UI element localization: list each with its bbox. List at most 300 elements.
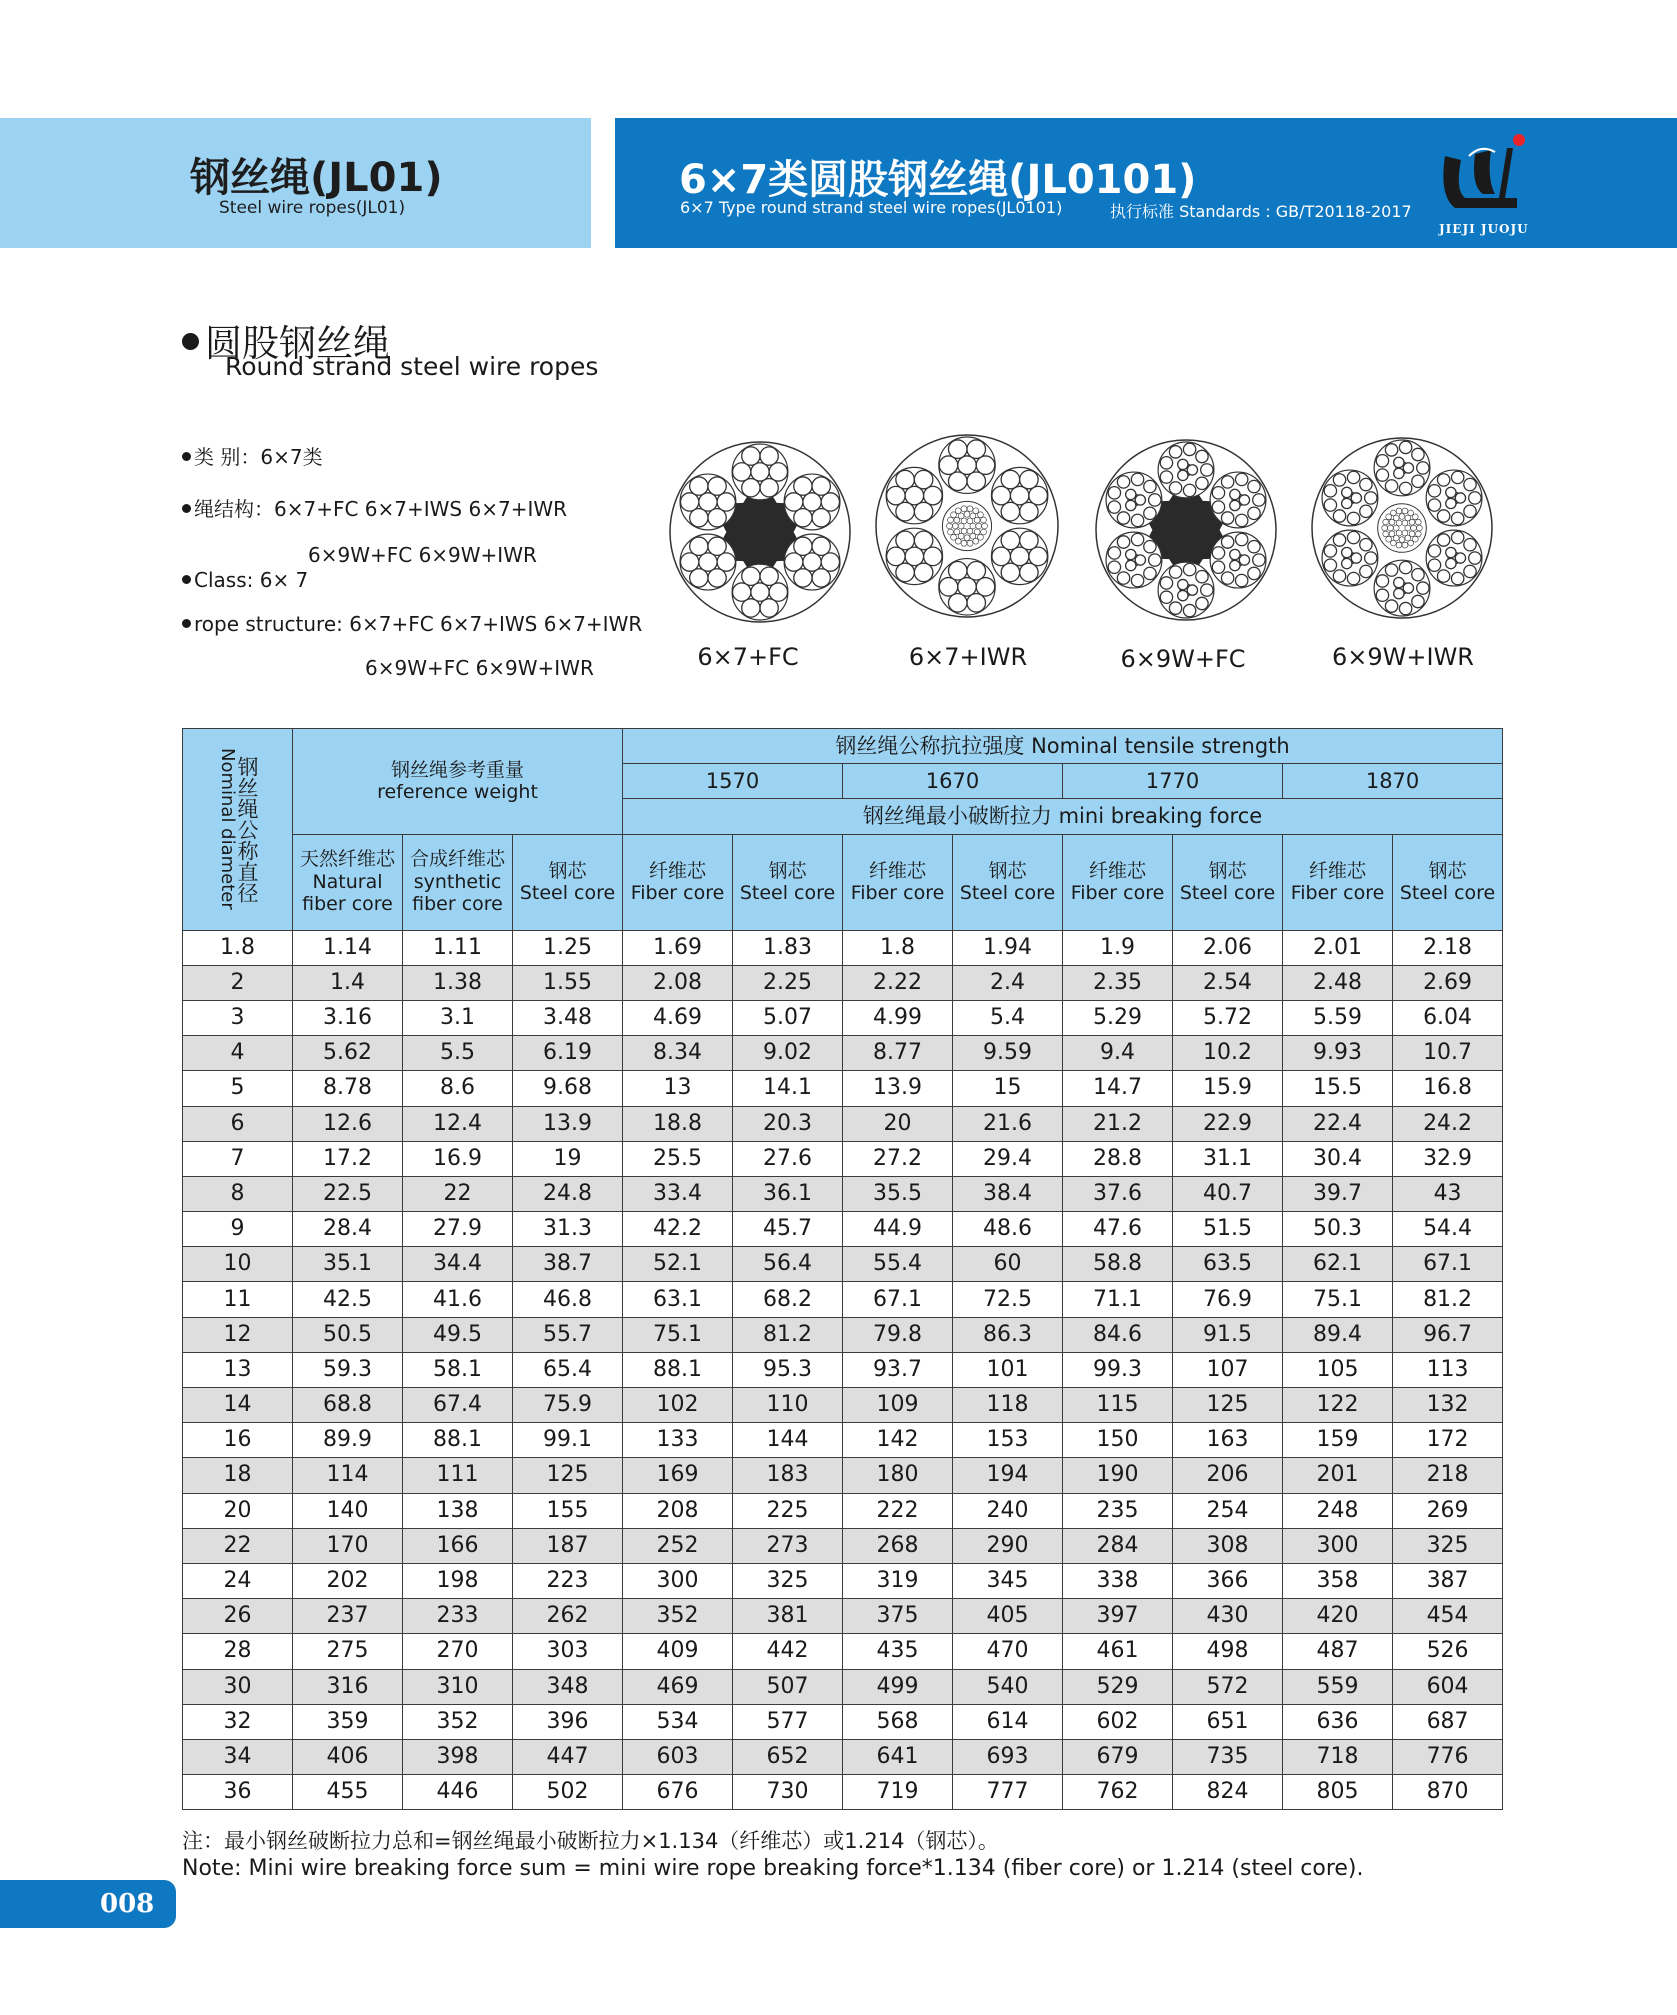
value-cell: 166 [403, 1528, 513, 1563]
value-cell: 45.7 [733, 1212, 843, 1247]
value-cell: 12.6 [293, 1106, 403, 1141]
value-cell: 190 [1063, 1458, 1173, 1493]
value-cell: 63.5 [1173, 1247, 1283, 1282]
weight-subheader: 天然纤维芯 Natural fiber core [293, 834, 403, 930]
value-cell: 138 [403, 1493, 513, 1528]
value-cell: 16.9 [403, 1141, 513, 1176]
value-cell: 19 [513, 1141, 623, 1176]
brand-logo [1425, 126, 1535, 241]
diameter-cell: 2 [183, 965, 293, 1000]
value-cell: 42.5 [293, 1282, 403, 1317]
value-cell: 105 [1283, 1352, 1393, 1387]
value-cell: 526 [1393, 1634, 1503, 1669]
value-cell: 43 [1393, 1176, 1503, 1211]
header-right-banner [615, 118, 1677, 248]
value-cell: 14.7 [1063, 1071, 1173, 1106]
value-cell: 206 [1173, 1458, 1283, 1493]
value-cell: 5.29 [1063, 1000, 1173, 1035]
value-cell: 252 [623, 1528, 733, 1563]
value-cell: 269 [1393, 1493, 1503, 1528]
value-cell: 22.5 [293, 1176, 403, 1211]
value-cell: 325 [1393, 1528, 1503, 1563]
value-cell: 345 [953, 1563, 1063, 1598]
value-cell: 9.02 [733, 1036, 843, 1071]
value-cell: 32.9 [1393, 1141, 1503, 1176]
bullet-icon [182, 575, 191, 584]
reference-weight-header: 钢丝绳参考重量 reference weight [293, 729, 623, 835]
value-cell: 48.6 [953, 1212, 1063, 1247]
value-cell: 17.2 [293, 1141, 403, 1176]
diameter-cell: 12 [183, 1317, 293, 1352]
section-subtitle: Round strand steel wire ropes [225, 352, 599, 381]
value-cell: 18.8 [623, 1106, 733, 1141]
value-cell: 396 [513, 1704, 623, 1739]
value-cell: 15.5 [1283, 1071, 1393, 1106]
value-cell: 572 [1173, 1669, 1283, 1704]
value-cell: 325 [733, 1563, 843, 1598]
value-cell: 308 [1173, 1528, 1283, 1563]
grade-header: 1570 [623, 764, 843, 799]
value-cell: 194 [953, 1458, 1063, 1493]
diameter-cell: 6 [183, 1106, 293, 1141]
value-cell: 2.18 [1393, 930, 1503, 965]
value-cell: 44.9 [843, 1212, 953, 1247]
spec-class-cn: 类 别：6×7类 [182, 441, 323, 470]
tensile-strength-header: 钢丝绳公称抗拉强度 Nominal tensile strength [623, 729, 1503, 764]
value-cell: 81.2 [1393, 1282, 1503, 1317]
value-cell: 1.8 [843, 930, 953, 965]
diameter-cell: 13 [183, 1352, 293, 1387]
breaking-force-header: 钢丝绳最小破断拉力 mini breaking force [623, 799, 1503, 834]
value-cell: 75.9 [513, 1388, 623, 1423]
value-cell: 144 [733, 1423, 843, 1458]
value-cell: 3.16 [293, 1000, 403, 1035]
value-cell: 3.1 [403, 1000, 513, 1035]
value-cell: 470 [953, 1634, 1063, 1669]
header-right-title: 6×7类圆股钢丝绳(JL0101) [679, 157, 1197, 203]
diagram-caption: 6×9W+FC [1120, 645, 1246, 673]
value-cell: 37.6 [1063, 1176, 1173, 1211]
value-cell: 352 [623, 1599, 733, 1634]
value-cell: 125 [513, 1458, 623, 1493]
value-cell: 275 [293, 1634, 403, 1669]
value-cell: 15.9 [1173, 1071, 1283, 1106]
diameter-cell: 10 [183, 1247, 293, 1282]
value-cell: 31.1 [1173, 1141, 1283, 1176]
value-cell: 225 [733, 1493, 843, 1528]
value-cell: 8.78 [293, 1071, 403, 1106]
value-cell: 375 [843, 1599, 953, 1634]
value-cell: 397 [1063, 1599, 1173, 1634]
value-cell: 270 [403, 1634, 513, 1669]
value-cell: 273 [733, 1528, 843, 1563]
value-cell: 187 [513, 1528, 623, 1563]
note-en: Note: Mini wire breaking force sum = mini wire rope breaking force*1.134 (fiber core) or 1.214 (steel core). [182, 1856, 1364, 1881]
value-cell: 40.7 [1173, 1176, 1283, 1211]
value-cell: 2.22 [843, 965, 953, 1000]
table-row [183, 1739, 1503, 1774]
value-cell: 1.11 [403, 930, 513, 965]
value-cell: 180 [843, 1458, 953, 1493]
value-cell: 63.1 [623, 1282, 733, 1317]
grade-header: 1870 [1283, 764, 1503, 799]
value-cell: 67.1 [1393, 1247, 1503, 1282]
value-cell: 5.5 [403, 1036, 513, 1071]
header-left-title: 钢丝绳(JL01) [190, 155, 443, 201]
value-cell: 75.1 [623, 1317, 733, 1352]
value-cell: 88.1 [403, 1423, 513, 1458]
value-cell: 93.7 [843, 1352, 953, 1387]
table-row [183, 1352, 1503, 1387]
value-cell: 762 [1063, 1775, 1173, 1810]
value-cell: 38.7 [513, 1247, 623, 1282]
value-cell: 55.7 [513, 1317, 623, 1352]
value-cell: 290 [953, 1528, 1063, 1563]
value-cell: 248 [1283, 1493, 1393, 1528]
table-row [183, 1036, 1503, 1071]
value-cell: 208 [623, 1493, 733, 1528]
value-cell: 469 [623, 1669, 733, 1704]
value-cell: 406 [293, 1739, 403, 1774]
value-cell: 454 [1393, 1599, 1503, 1634]
value-cell: 96.7 [1393, 1317, 1503, 1352]
weight-subheader: 钢芯 Steel core [513, 834, 623, 930]
diameter-cell: 36 [183, 1775, 293, 1810]
value-cell: 310 [403, 1669, 513, 1704]
value-cell: 50.5 [293, 1317, 403, 1352]
value-cell: 240 [953, 1493, 1063, 1528]
value-cell: 498 [1173, 1634, 1283, 1669]
value-cell: 71.1 [1063, 1282, 1173, 1317]
value-cell: 233 [403, 1599, 513, 1634]
value-cell: 534 [623, 1704, 733, 1739]
value-cell: 679 [1063, 1739, 1173, 1774]
value-cell: 499 [843, 1669, 953, 1704]
page-number: 008 [0, 1880, 176, 1928]
value-cell: 398 [403, 1739, 513, 1774]
value-cell: 777 [953, 1775, 1063, 1810]
table-row [183, 1493, 1503, 1528]
value-cell: 9.93 [1283, 1036, 1393, 1071]
diameter-cell: 18 [183, 1458, 293, 1493]
value-cell: 22 [403, 1176, 513, 1211]
value-cell: 387 [1393, 1563, 1503, 1598]
spec-structure-en: rope structure: 6×7+FC 6×7+IWS 6×7+IWR [182, 612, 642, 636]
value-cell: 12.4 [403, 1106, 513, 1141]
value-cell: 338 [1063, 1563, 1173, 1598]
value-cell: 559 [1283, 1669, 1393, 1704]
value-cell: 91.5 [1173, 1317, 1283, 1352]
value-cell: 6.19 [513, 1036, 623, 1071]
value-cell: 153 [953, 1423, 1063, 1458]
table-row [183, 1000, 1503, 1035]
brand-logo-icon [1425, 126, 1535, 226]
value-cell: 52.1 [623, 1247, 733, 1282]
header-right-subtitle: 6×7 Type round strand steel wire ropes(JL0101) [680, 198, 1063, 217]
value-cell: 159 [1283, 1423, 1393, 1458]
value-cell: 58.8 [1063, 1247, 1173, 1282]
diameter-cell: 14 [183, 1388, 293, 1423]
value-cell: 284 [1063, 1528, 1173, 1563]
value-cell: 67.4 [403, 1388, 513, 1423]
value-cell: 1.25 [513, 930, 623, 965]
value-cell: 76.9 [1173, 1282, 1283, 1317]
spec-structure-en-2: 6×9W+FC 6×9W+IWR [365, 656, 594, 680]
value-cell: 33.4 [623, 1176, 733, 1211]
value-cell: 50.3 [1283, 1212, 1393, 1247]
diameter-cell: 32 [183, 1704, 293, 1739]
value-cell: 16.8 [1393, 1071, 1503, 1106]
value-cell: 88.1 [623, 1352, 733, 1387]
diameter-cell: 5 [183, 1071, 293, 1106]
value-cell: 2.54 [1173, 965, 1283, 1000]
value-cell: 28.4 [293, 1212, 403, 1247]
value-cell: 59.3 [293, 1352, 403, 1387]
value-cell: 8.34 [623, 1036, 733, 1071]
value-cell: 21.2 [1063, 1106, 1173, 1141]
value-cell: 122 [1283, 1388, 1393, 1423]
value-cell: 30.4 [1283, 1141, 1393, 1176]
force-subheader: 纤维芯 Fiber core [843, 834, 953, 930]
value-cell: 5.72 [1173, 1000, 1283, 1035]
value-cell: 540 [953, 1669, 1063, 1704]
value-cell: 5.4 [953, 1000, 1063, 1035]
value-cell: 10.2 [1173, 1036, 1283, 1071]
table-row [183, 965, 1503, 1000]
value-cell: 35.1 [293, 1247, 403, 1282]
rope-diagram-6x9w-fc [1094, 438, 1278, 622]
table-row [183, 1423, 1503, 1458]
value-cell: 2.06 [1173, 930, 1283, 965]
value-cell: 111 [403, 1458, 513, 1493]
rope-spec-table [182, 728, 1503, 1810]
value-cell: 254 [1173, 1493, 1283, 1528]
value-cell: 79.8 [843, 1317, 953, 1352]
value-cell: 6.04 [1393, 1000, 1503, 1035]
value-cell: 5.62 [293, 1036, 403, 1071]
value-cell: 381 [733, 1599, 843, 1634]
value-cell: 27.9 [403, 1212, 513, 1247]
table-row [183, 1669, 1503, 1704]
value-cell: 89.9 [293, 1423, 403, 1458]
value-cell: 5.59 [1283, 1000, 1393, 1035]
value-cell: 218 [1393, 1458, 1503, 1493]
value-cell: 169 [623, 1458, 733, 1493]
value-cell: 9.68 [513, 1071, 623, 1106]
value-cell: 183 [733, 1458, 843, 1493]
weight-subheader: 合成纤维芯 synthetic fiber core [403, 834, 513, 930]
value-cell: 102 [623, 1388, 733, 1423]
value-cell: 719 [843, 1775, 953, 1810]
value-cell: 641 [843, 1739, 953, 1774]
rope-diagram-6x9w-iwr [1310, 436, 1494, 620]
value-cell: 687 [1393, 1704, 1503, 1739]
value-cell: 68.8 [293, 1388, 403, 1423]
force-subheader: 钢芯 Steel core [1173, 834, 1283, 930]
value-cell: 198 [403, 1563, 513, 1598]
force-subheader: 纤维芯 Fiber core [623, 834, 733, 930]
value-cell: 20 [843, 1106, 953, 1141]
value-cell: 118 [953, 1388, 1063, 1423]
value-cell: 603 [623, 1739, 733, 1774]
bullet-icon [182, 504, 191, 513]
value-cell: 55.4 [843, 1247, 953, 1282]
value-cell: 3.48 [513, 1000, 623, 1035]
diameter-cell: 22 [183, 1528, 293, 1563]
value-cell: 461 [1063, 1634, 1173, 1669]
diameter-cell: 11 [183, 1282, 293, 1317]
diagram-caption: 6×7+IWR [908, 643, 1028, 671]
value-cell: 487 [1283, 1634, 1393, 1669]
value-cell: 442 [733, 1634, 843, 1669]
value-cell: 47.6 [1063, 1212, 1173, 1247]
force-subheader: 钢芯 Steel core [1393, 834, 1503, 930]
value-cell: 24.2 [1393, 1106, 1503, 1141]
note-cn: 注：最小钢丝破断拉力总和=钢丝绳最小破断拉力×1.134（纤维芯）或1.214（钢芯）。 [182, 1829, 999, 1853]
value-cell: 56.4 [733, 1247, 843, 1282]
table-row [183, 1247, 1503, 1282]
value-cell: 2.35 [1063, 965, 1173, 1000]
value-cell: 420 [1283, 1599, 1393, 1634]
bullet-icon [182, 452, 191, 461]
value-cell: 142 [843, 1423, 953, 1458]
value-cell: 1.38 [403, 965, 513, 1000]
value-cell: 34.4 [403, 1247, 513, 1282]
value-cell: 805 [1283, 1775, 1393, 1810]
diameter-cell: 30 [183, 1669, 293, 1704]
value-cell: 430 [1173, 1599, 1283, 1634]
value-cell: 8.6 [403, 1071, 513, 1106]
value-cell: 13.9 [513, 1106, 623, 1141]
value-cell: 155 [513, 1493, 623, 1528]
value-cell: 718 [1283, 1739, 1393, 1774]
standard-label: 执行标准 Standards : GB/T20118-2017 [1110, 202, 1412, 221]
table-row [183, 1388, 1503, 1423]
value-cell: 1.4 [293, 965, 403, 1000]
value-cell: 568 [843, 1704, 953, 1739]
value-cell: 113 [1393, 1352, 1503, 1387]
value-cell: 109 [843, 1388, 953, 1423]
spec-structure-cn-2: 6×9W+FC 6×9W+IWR [308, 543, 537, 567]
value-cell: 577 [733, 1704, 843, 1739]
table-row [183, 1775, 1503, 1810]
value-cell: 446 [403, 1775, 513, 1810]
value-cell: 300 [1283, 1528, 1393, 1563]
header-left-subtitle: Steel wire ropes(JL01) [219, 198, 406, 218]
value-cell: 110 [733, 1388, 843, 1423]
value-cell: 9.4 [1063, 1036, 1173, 1071]
section-title: 圆股钢丝绳 [182, 313, 390, 367]
value-cell: 2.48 [1283, 965, 1393, 1000]
value-cell: 2.25 [733, 965, 843, 1000]
value-cell: 15 [953, 1071, 1063, 1106]
value-cell: 358 [1283, 1563, 1393, 1598]
value-cell: 1.69 [623, 930, 733, 965]
value-cell: 72.5 [953, 1282, 1063, 1317]
value-cell: 507 [733, 1669, 843, 1704]
value-cell: 201 [1283, 1458, 1393, 1493]
value-cell: 84.6 [1063, 1317, 1173, 1352]
diameter-cell: 26 [183, 1599, 293, 1634]
force-subheader: 纤维芯 Fiber core [1283, 834, 1393, 930]
value-cell: 776 [1393, 1739, 1503, 1774]
value-cell: 62.1 [1283, 1247, 1393, 1282]
value-cell: 89.4 [1283, 1317, 1393, 1352]
value-cell: 4.69 [623, 1000, 733, 1035]
table-row [183, 1599, 1503, 1634]
table-row [183, 1106, 1503, 1141]
value-cell: 366 [1173, 1563, 1283, 1598]
value-cell: 435 [843, 1634, 953, 1669]
value-cell: 8.77 [843, 1036, 953, 1071]
value-cell: 95.3 [733, 1352, 843, 1387]
value-cell: 268 [843, 1528, 953, 1563]
header-left-banner [0, 118, 591, 248]
rope-diagram-6x7-fc [668, 440, 852, 624]
value-cell: 54.4 [1393, 1212, 1503, 1247]
diameter-cell: 24 [183, 1563, 293, 1598]
value-cell: 235 [1063, 1493, 1173, 1528]
value-cell: 2.4 [953, 965, 1063, 1000]
rope-diagram-6x7-iwr [874, 433, 1060, 619]
value-cell: 4.99 [843, 1000, 953, 1035]
value-cell: 29.4 [953, 1141, 1063, 1176]
value-cell: 86.3 [953, 1317, 1063, 1352]
value-cell: 31.3 [513, 1212, 623, 1247]
value-cell: 222 [843, 1493, 953, 1528]
diameter-cell: 20 [183, 1493, 293, 1528]
table-row [183, 1317, 1503, 1352]
value-cell: 150 [1063, 1423, 1173, 1458]
grade-header: 1670 [843, 764, 1063, 799]
value-cell: 2.01 [1283, 930, 1393, 965]
value-cell: 68.2 [733, 1282, 843, 1317]
value-cell: 36.1 [733, 1176, 843, 1211]
value-cell: 42.2 [623, 1212, 733, 1247]
diagram-caption: 6×9W+IWR [1332, 643, 1474, 671]
value-cell: 22.4 [1283, 1106, 1393, 1141]
value-cell: 27.6 [733, 1141, 843, 1176]
value-cell: 133 [623, 1423, 733, 1458]
value-cell: 60 [953, 1247, 1063, 1282]
value-cell: 67.1 [843, 1282, 953, 1317]
value-cell: 13.9 [843, 1071, 953, 1106]
value-cell: 28.8 [1063, 1141, 1173, 1176]
value-cell: 65.4 [513, 1352, 623, 1387]
diameter-cell: 9 [183, 1212, 293, 1247]
diameter-cell: 4 [183, 1036, 293, 1071]
value-cell: 262 [513, 1599, 623, 1634]
spec-structure-cn: 绳结构：6×7+FC 6×7+IWS 6×7+IWR [182, 493, 567, 522]
value-cell: 447 [513, 1739, 623, 1774]
diameter-cell: 3 [183, 1000, 293, 1035]
spec-class-en: Class: 6× 7 [182, 568, 308, 592]
value-cell: 58.1 [403, 1352, 513, 1387]
value-cell: 125 [1173, 1388, 1283, 1423]
value-cell: 636 [1283, 1704, 1393, 1739]
value-cell: 652 [733, 1739, 843, 1774]
value-cell: 1.55 [513, 965, 623, 1000]
value-cell: 21.6 [953, 1106, 1063, 1141]
value-cell: 107 [1173, 1352, 1283, 1387]
bullet-icon [182, 333, 199, 350]
value-cell: 348 [513, 1669, 623, 1704]
table-row [183, 1141, 1503, 1176]
value-cell: 101 [953, 1352, 1063, 1387]
value-cell: 5.07 [733, 1000, 843, 1035]
value-cell: 99.1 [513, 1423, 623, 1458]
table-row [183, 1282, 1503, 1317]
